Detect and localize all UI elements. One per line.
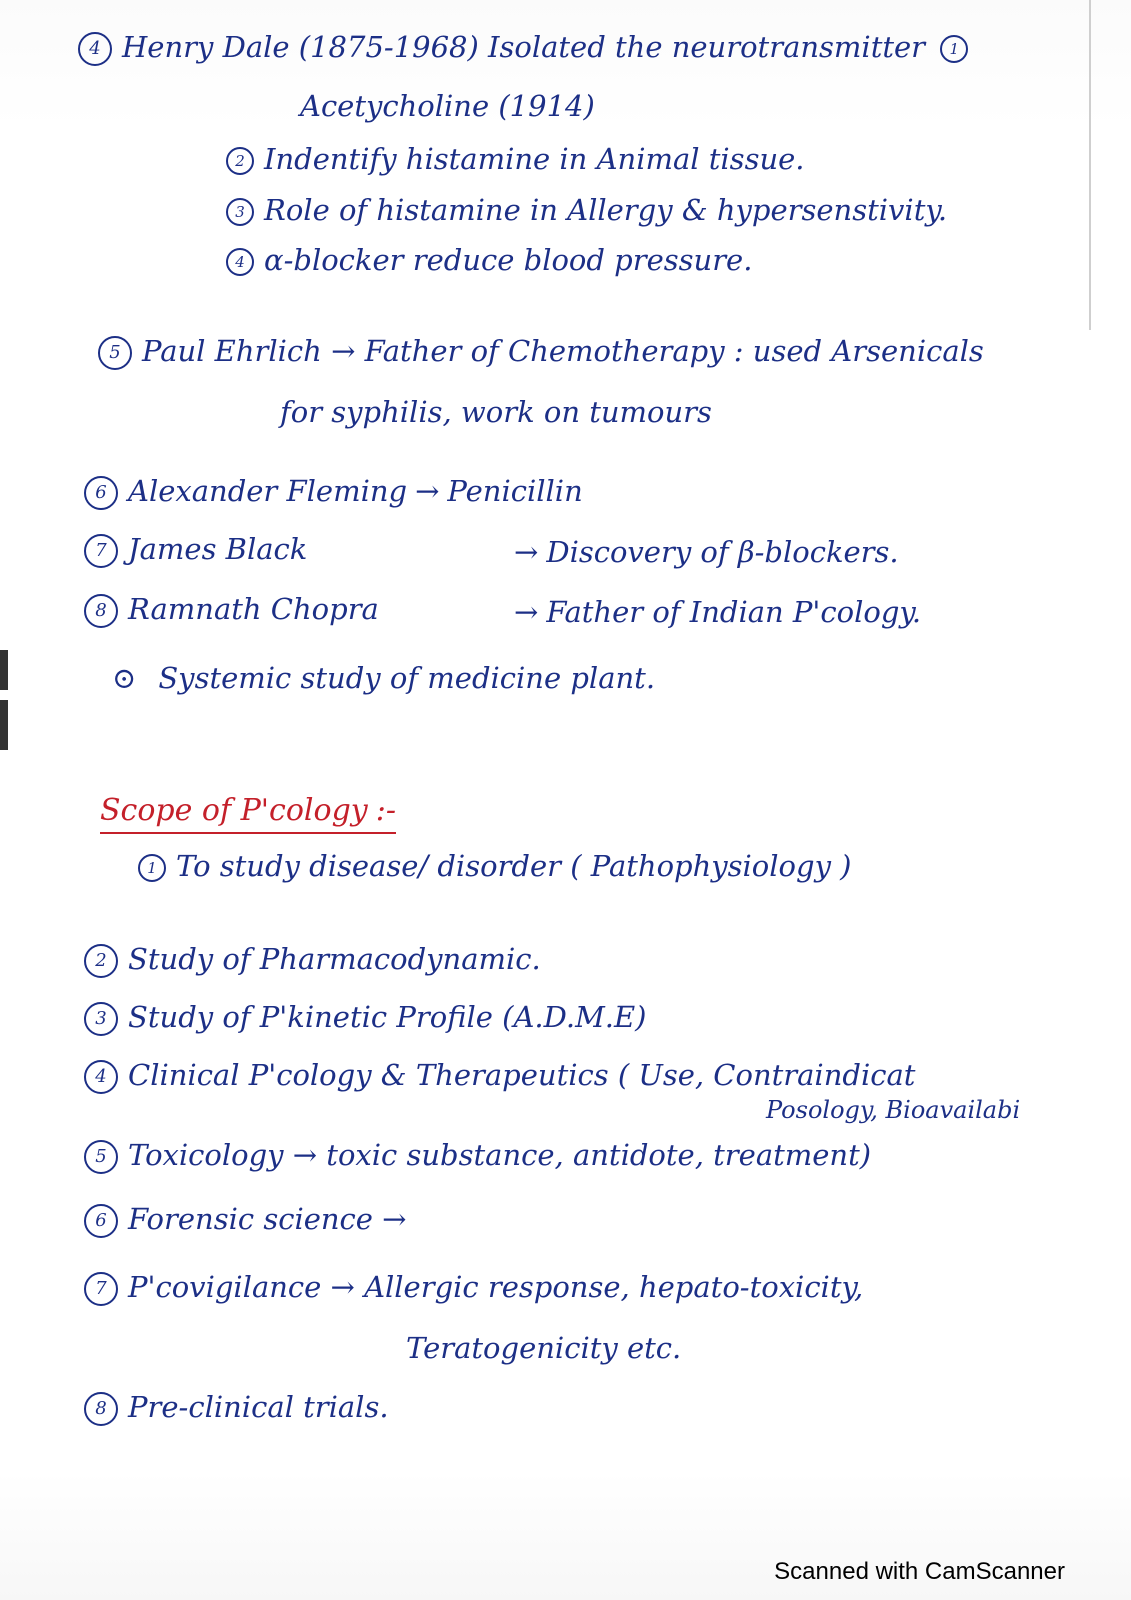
- scope-item: 6 Forensic science →: [84, 1204, 406, 1238]
- margin-rule: [1089, 0, 1091, 330]
- note-fleming: 6 Alexander Fleming → Penicillin: [84, 476, 583, 510]
- note-dale-sub: 2 Indentify histamine in Animal tissue.: [226, 145, 805, 175]
- scope-item: 4 Clinical P'cology & Therapeutics ( Use, Contraindicat: [84, 1060, 915, 1094]
- note-dale-line2: Acetycholine (1914): [300, 89, 595, 123]
- note-chopra-sub: ⊙ Systemic study of medicine plant.: [112, 661, 656, 695]
- scope-item: 2 Study of Pharmacodynamic.: [84, 944, 541, 978]
- scope-item: 1 To study disease/ disorder ( Pathophysiology ): [138, 852, 851, 882]
- note-number: 4: [78, 32, 112, 66]
- note-dale-line1: 4 Henry Dale (1875-1968) Isolated the neurotransmitter 1: [78, 32, 978, 66]
- note-ehrlich-line1: 5 Paul Ehrlich → Father of Chemotherapy : used Arsenicals: [98, 336, 984, 370]
- scope-item: 8 Pre-clinical trials.: [84, 1392, 389, 1426]
- scanner-watermark: Scanned with CamScanner: [774, 1558, 1065, 1585]
- scope-item-continuation: Teratogenicity etc.: [406, 1331, 682, 1365]
- scope-heading: Scope of P'cology :-: [100, 793, 396, 834]
- note-dale-sub: 3 Role of histamine in Allergy & hypersenstivity.: [226, 196, 947, 226]
- note-black: 7 James Black: [84, 534, 307, 568]
- binding-mark: [0, 700, 8, 750]
- binding-mark: [0, 650, 8, 690]
- note-dale-sub: 4 α-blocker reduce blood pressure.: [226, 246, 752, 276]
- note-chopra-detail: → Father of Indian P'cology.: [514, 595, 922, 629]
- note-ehrlich-line2: for syphilis, work on tumours: [280, 395, 712, 429]
- note-badge: 1: [940, 35, 968, 63]
- scope-item: 7 P'covigilance → Allergic response, hepato-toxicity,: [84, 1272, 863, 1306]
- scope-item-continuation: Posology, Bioavailabi: [766, 1096, 1021, 1124]
- scope-item: 5 Toxicology → toxic substance, antidote, treatment): [84, 1140, 871, 1174]
- note-black-detail: → Discovery of β-blockers.: [514, 535, 899, 569]
- scope-item: 3 Study of P'kinetic Profile (A.D.M.E): [84, 1002, 646, 1036]
- note-chopra: 8 Ramnath Chopra: [84, 594, 379, 628]
